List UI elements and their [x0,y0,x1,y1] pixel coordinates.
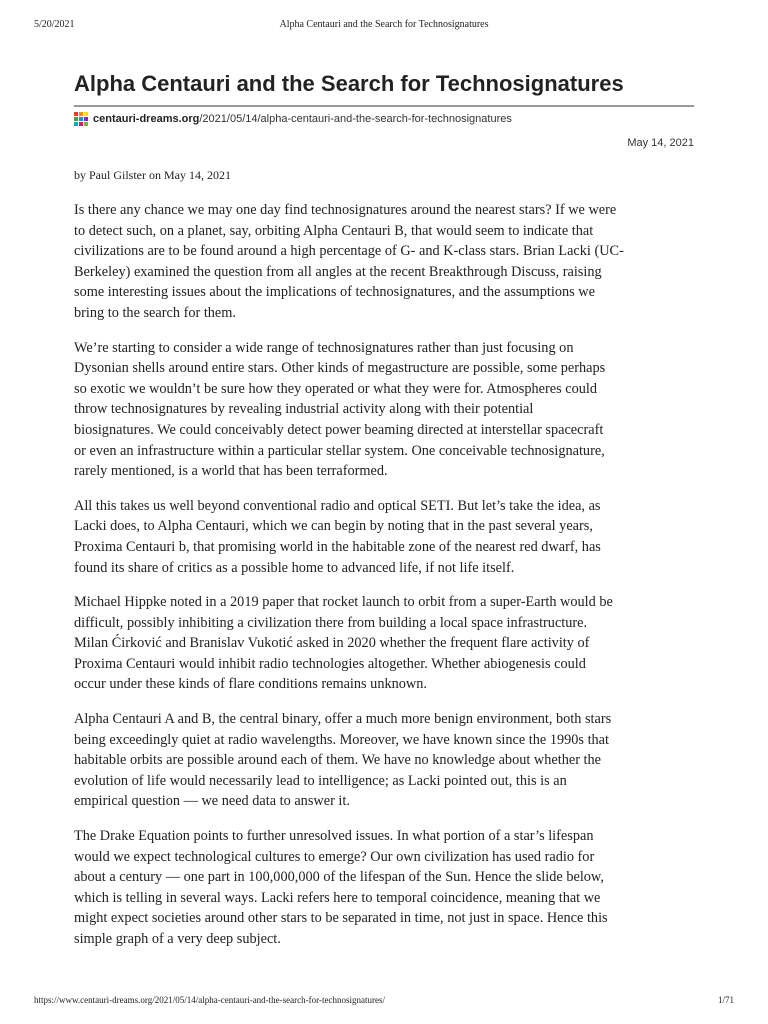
paragraph: Michael Hippke noted in a 2019 paper that rocket launch to orbit from a super-Earth would be difficult, possibly inhibiting a civilization there from building a local space infrastructure. Milan Ćirković and Branislav Vukotić asked in 2020 whether the frequent flare activity of Proxima Centauri would inhibit radio technologies altogether. Whether abiogenesis could occur under these kinds of flare conditions remains unknown. [74,594,613,693]
print-url[interactable]: https://www.centauri-dreams.org/2021/05/14/alpha-centauri-and-the-search-for-technosignatures/ [34,995,385,1005]
article-title: Alpha Centauri and the Search for Technosignatures [74,71,624,96]
paragraph: The Drake Equation points to further unresolved issues. In what portion of a star’s lifespan would we expect technological cultures to emerge? Our own civilization has used radio for about a century — one part in 100,000,000 of the lifespan of the Sun. Hence the slide below, which is telling in several ways. Lacki refers here to temporal coincidence, meaning that we might expect societies around other stars to be separated in time, not just in space. Hence this simple graph of a very deep subject. [74,828,608,947]
article-body [74,200,696,964]
favicon-cell [79,122,83,126]
title-divider [74,105,694,107]
byline: by Paul Gilster on May 14, 2021 [74,168,231,182]
page-number: 1/71 [717,995,734,1005]
favicon-cell [79,117,83,121]
source-path[interactable]: /2021/05/14/alpha-centauri-and-the-search-for-technosignatures [199,113,512,125]
source-link[interactable] [74,112,694,126]
favicon-cell [74,112,78,116]
favicon-cell [84,122,88,126]
paragraph: We’re starting to consider a wide range of technosignatures rather than just focusing on Dysonian shells around entire stars. Other kinds of megastructure are possible, some perhaps so exotic we wouldn’t be sure how they operated or what they were for. Atmospheres could throw technosignatures by revealing industrial activity along with their potential biosignatures. We could conceivably detect power beaming directed at interstellar spacecraft or even an infrastructure within a particular stellar system. One conceivable technosignature, rarely mentioned, is a world that has been terraformed. [74,339,606,480]
favicon-cell [74,117,78,121]
paragraph: Is there any chance we may one day find technosignatures around the nearest stars? If we were to detect such, on a planet, say, orbiting Alpha Centauri B, that would seem to indicate that civilizations are to be found around a high percentage of G- and K-class stars. Brian Lacki (UC- Berkeley) examined the question from all angles at the recent Breakthrough Discuss, raising some interesting issues about the implications of technosignatures, and the assumptions we bring to the search for them. [74,202,624,321]
paragraph: Alpha Centauri A and B, the central binary, offer a much more benign environment, both stars being exceedingly quiet at radio wavelengths. Moreover, we have known since the 1990s that habitable orbits are possible around each of them. We have no knowledge about whether the evolution of life would necessarily lead to intelligence; as Lacki pointed out, this is an empirical question — we need data to answer it. [74,711,612,810]
print-header [34,19,734,31]
source-domain[interactable]: centauri-dreams.org [93,113,200,125]
print-date: 5/20/2021 [34,19,75,30]
favicon-cell [74,122,78,126]
publication-date: May 14, 2021 [627,137,694,149]
paragraph: All this takes us well beyond conventional radio and optical SETI. But let’s take the idea, as Lacki does, to Alpha Centauri, which we can begin by noting that in the past several years, Proxima Centauri b, that promising world in the habitable zone of the nearest red dwarf, has found its share of critics as a possible home to advanced life, if not life itself. [74,497,601,576]
print-page-title: Alpha Centauri and the Search for Technosignatures [279,19,489,30]
favicon-cell [84,117,88,121]
favicon-grid-icon [74,112,88,126]
favicon-cell [84,112,88,116]
favicon-cell [79,112,83,116]
